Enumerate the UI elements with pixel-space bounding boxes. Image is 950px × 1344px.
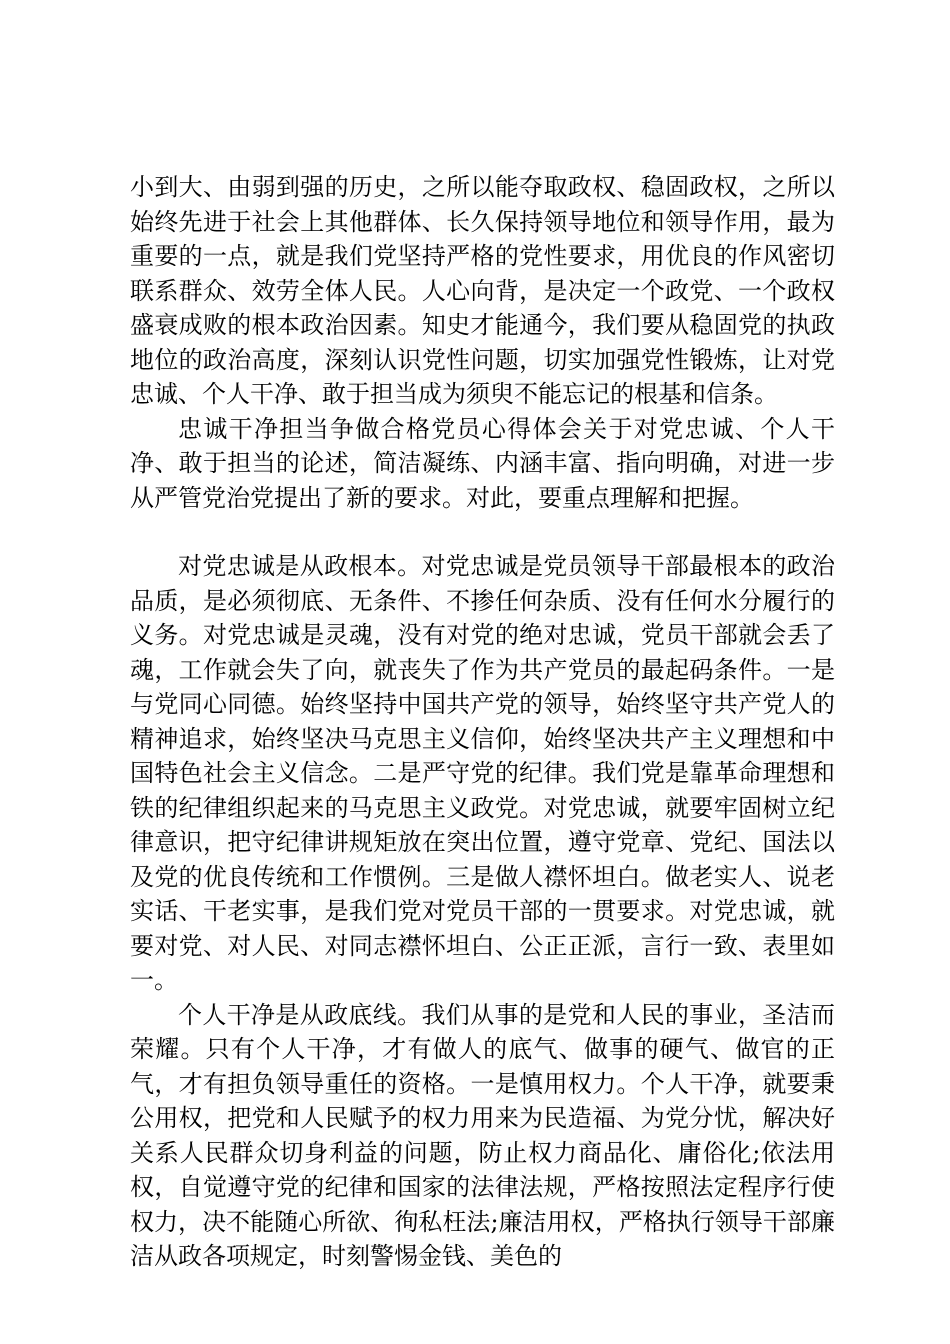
- document-body: [130, 170, 835, 1274]
- paragraph-integrity: 个人干净是从政底线。我们从事的是党和人民的事业，圣洁而荣耀。只有个人干净，才有做人的底气、做事的硬气、做官的正气，才有担负领导重任的资格。一是慎用权力。个人干净，就要秉公用权，把党和人民赋予的权力用来为民造福、为党分忧，解决好关系人民群众切身利益的问题，防止权力商品化、庸俗化;依法用权，自觉遵守党的纪律和国家的法律法规，严格按照法定程序行使权力，决不能随心所欲、徇私枉法;廉洁用权，严格执行领导干部廉洁从政各项规定，时刻警惕金钱、美色的: [130, 1000, 835, 1270]
- paragraph-loyalty: 对党忠诚是从政根本。对党忠诚是党员领导干部最根本的政治品质，是必须彻底、无条件、不掺任何杂质、没有任何水分履行的义务。对党忠诚是灵魂，没有对党的绝对忠诚，党员干部就会丢了魂，工作就会失了向，就丧失了作为共产党员的最起码条件。一是与党同心同德。始终坚持中国共产党的领导，始终坚守共产党人的精神追求，始终坚决马克思主义信仰，始终坚决共产主义理想和中国特色社会主义信念。二是严守党的纪律。我们党是靠革命理想和铁的纪律组织起来的马克思主义政党。对党忠诚，就要牢固树立纪律意识，把守纪律讲规矩放在突出位置，遵守党章、党纪、国法以及党的优良传统和工作惯例。三是做人襟怀坦白。做老实人、说老实话、干老实事，是我们党对党员干部的一贯要求。对党忠诚，就要对党、对人民、对同志襟怀坦白、公正正派，言行一致、表里如一。: [130, 552, 835, 994]
- paragraph-history: 小到大、由弱到强的历史，之所以能夺取政权、稳固政权，之所以始终先进于社会上其他群体、长久保持领导地位和领导作用，最为重要的一点，就是我们党坚持严格的党性要求，用优良的作风密切联系群众、效劳全体人民。人心向背，是决定一个政党、一个政权盛衰成败的根本政治因素。知史才能通今，我们要从稳固党的执政地位的政治高度，深刻认识党性问题，切实加强党性锻炼，让对党忠诚、个人干净、敢于担当成为须臾不能忘记的根基和信条。: [130, 173, 835, 408]
- paragraph-summary: 忠诚干净担当争做合格党员心得体会关于对党忠诚、个人干净、敢于担当的论述，简洁凝练、内涵丰富、指向明确，对进一步从严管党治党提出了新的要求。对此，要重点理解和把握。: [130, 414, 835, 512]
